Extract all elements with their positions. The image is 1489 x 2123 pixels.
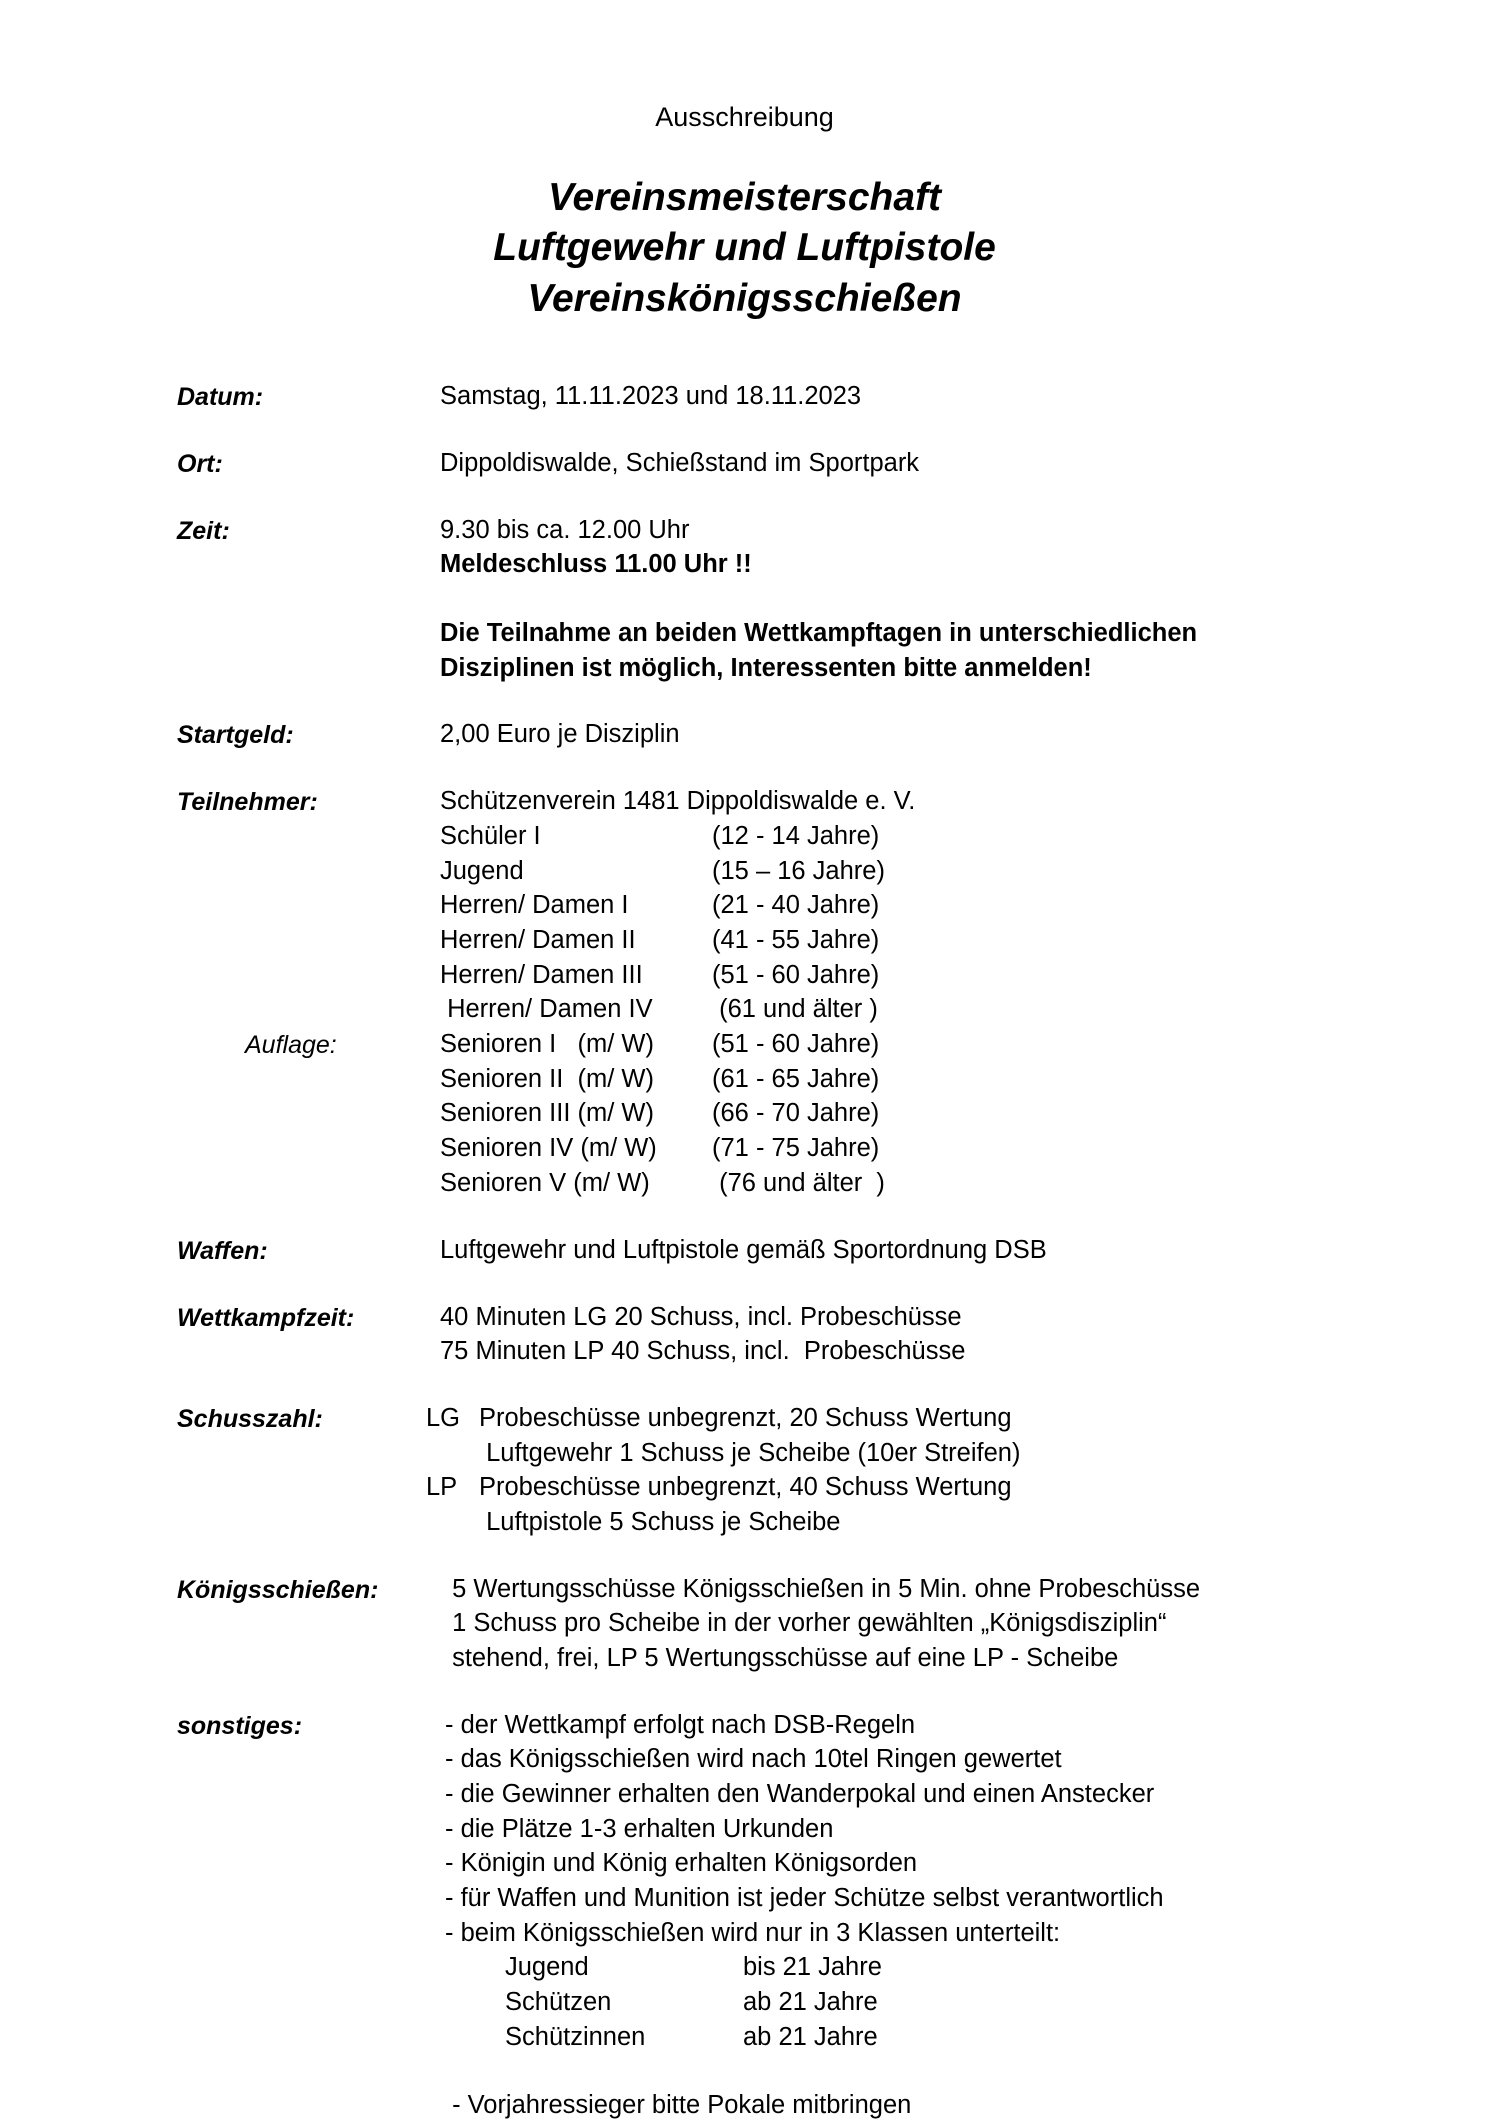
title-line-2: Luftgewehr und Luftpistole [493,226,996,270]
bullet-item: - die Plätze 1-3 erhalten Urkunden [445,1814,834,1843]
koenig-class-name: Jugend [505,1953,589,1982]
schusszahl-text: Probeschüsse unbegrenzt, 40 Schuss Wertung [479,1473,1012,1502]
class-name: Herren/ Damen I [440,891,629,920]
value-sonstiges [445,1708,1489,2123]
koenig-class-row [445,2020,1489,2055]
class-row [440,1166,1489,1201]
class-row [440,819,1489,854]
class-row [440,854,1489,889]
koenig-class-name: Schützen [505,1987,612,2016]
field-row-wettkampfzeit [177,1300,1489,1369]
field-row-datum [177,379,1489,414]
bullet-item: - das Königsschießen wird nach 10tel Ringen gewertet [445,1745,1062,1774]
datum-value: Samstag, 11.11.2023 und 18.11.2023 [440,381,862,410]
koenig-class-row [445,1985,1489,2020]
schusszahl-row [426,1436,1489,1471]
waffen-value: Luftgewehr und Luftpistole gemäß Sportordnung DSB [440,1235,1047,1264]
class-row [440,923,1489,958]
koenigsschiessen-line-2: 1 Schuss pro Scheibe in der vorher gewählten „Königsdisziplin“ [445,1609,1167,1638]
wettkampfzeit-line-1: 40 Minuten LG 20 Schuss, incl. Probeschüsse [440,1302,962,1331]
koenig-class-age: ab 21 Jahre [743,1987,878,2016]
title-line-1: Vereinsmeisterschaft [547,175,942,219]
field-row-startgeld [177,717,1489,752]
document-header [0,0,1489,325]
class-age: (61 - 65 Jahre) [712,1064,880,1093]
schusszahl-row [426,1401,1489,1436]
class-name: Herren/ Damen II [440,926,636,955]
koenigsschiessen-line-3: stehend, frei, LP 5 Wertungsschüsse auf eine LP - Scheibe [445,1643,1119,1672]
class-name: Senioren I (m/ W) [440,1030,654,1059]
teilnehmer-club: Schützenverein 1481 Dippoldiswalde e. V. [440,787,916,816]
class-age: (21 - 40 Jahre) [712,891,880,920]
koenig-class-row [445,1950,1489,1985]
label-ort: Ort: [177,449,223,478]
class-name: Senioren V (m/ W) [440,1168,650,1197]
schusszahl-tag: LP [426,1473,458,1502]
class-age: (15 – 16 Jahre) [712,856,885,885]
class-age: (66 - 70 Jahre) [712,1099,880,1128]
class-row [440,888,1489,923]
class-age: (12 - 14 Jahre) [712,822,880,851]
field-row-sonstiges [177,1708,1489,2123]
label-datum: Datum: [177,382,264,411]
bullet-item: - Königin und König erhalten Königsorden [445,1849,918,1878]
value-startgeld [440,717,1489,752]
class-age: (51 - 60 Jahre) [712,1030,880,1059]
koenig-class-age: ab 21 Jahre [743,2022,878,2051]
field-row-schusszahl [177,1401,1489,1540]
schusszahl-text: Luftgewehr 1 Schuss je Scheibe (10er Streifen) [479,1438,1021,1467]
class-name: Senioren III (m/ W) [440,1099,654,1128]
class-age: (61 und älter ) [712,995,878,1024]
class-name: Senioren IV (m/ W) [440,1134,657,1163]
koenig-class-age: bis 21 Jahre [743,1953,882,1982]
schusszahl-row [426,1470,1489,1505]
field-row-koenigsschiessen [177,1572,1489,1676]
field-row-teilnehmer [177,784,1489,1027]
title-line-3: Vereinskönigsschießen [527,277,962,321]
bullet-item: - der Wettkampf erfolgt nach DSB-Regeln [445,1710,916,1739]
document-kicker: Ausschreibung [655,102,834,132]
label-schusszahl: Schusszahl: [177,1404,323,1433]
class-row [440,992,1489,1027]
field-row-auflage [177,1027,1489,1200]
field-row-ort [177,446,1489,481]
value-schusszahl [426,1401,1489,1540]
label-wettkampfzeit: Wettkampfzeit: [177,1303,355,1332]
label-waffen: Waffen: [177,1236,268,1265]
schusszahl-tag [426,1505,479,1540]
class-row [440,1027,1489,1062]
ort-value: Dippoldiswalde, Schießstand im Sportpark [440,448,920,477]
class-age: (76 und älter ) [712,1168,885,1197]
koenig-class-name: Schützinnen [505,2022,646,2051]
class-row [440,1131,1489,1166]
class-name: Schüler I [440,822,541,851]
zeit-line-1: 9.30 bis ca. 12.00 Uhr [440,515,690,544]
koenigsschiessen-line-1: 5 Wertungsschüsse Königsschießen in 5 Min. ohne Probeschüsse [445,1574,1201,1603]
class-name: Senioren II (m/ W) [440,1064,654,1093]
field-row-zeit [177,513,1489,686]
class-age: (41 - 55 Jahre) [712,926,880,955]
class-row [440,958,1489,993]
class-name: Jugend [440,856,524,885]
document-title [0,173,1489,325]
value-zeit [440,513,1489,686]
class-age: (51 - 60 Jahre) [712,960,880,989]
startgeld-value: 2,00 Euro je Disziplin [440,720,680,749]
class-name: Herren/ Damen IV [440,995,653,1024]
value-waffen [440,1233,1489,1268]
class-age: (71 - 75 Jahre) [712,1134,880,1163]
label-koenigsschiessen: Königsschießen: [177,1575,379,1604]
zeit-meldeschluss: Meldeschluss 11.00 Uhr !! [440,550,752,579]
value-koenigsschiessen [445,1572,1489,1676]
class-row [440,1062,1489,1097]
notice-line-1: Die Teilnahme an beiden Wettkampftagen in unterschiedlichen [440,619,1198,648]
bullet-item: - beim Königsschießen wird nur in 3 Klassen unterteilt: [445,1918,1061,1947]
label-teilnehmer: Teilnehmer: [177,788,318,817]
value-auflage [440,1027,1489,1200]
zeit-spacer [440,582,1489,616]
value-teilnehmer [440,784,1489,1027]
schusszahl-tag [426,1436,479,1471]
schusszahl-row [426,1505,1489,1540]
sonstiges-spacer [445,2054,1489,2088]
value-wettkampfzeit [440,1300,1489,1369]
schusszahl-text: Luftpistole 5 Schuss je Scheibe [479,1507,841,1536]
footer-note: - Vorjahressieger bitte Pokale mitbringen [445,2091,912,2120]
wettkampfzeit-line-2: 75 Minuten LP 40 Schuss, incl. Probeschüsse [440,1337,966,1366]
document-body [0,379,1489,2123]
value-datum [440,379,1489,414]
class-name: Herren/ Damen III [440,960,643,989]
label-auflage: Auflage: [245,1031,337,1060]
label-sonstiges: sonstiges: [177,1711,303,1740]
value-ort [440,446,1489,481]
schusszahl-tag: LG [426,1403,461,1432]
schusszahl-text: Probeschüsse unbegrenzt, 20 Schuss Wertung [479,1403,1012,1432]
class-row [440,1096,1489,1131]
label-zeit: Zeit: [177,516,230,545]
label-startgeld: Startgeld: [177,721,294,750]
field-row-waffen [177,1233,1489,1268]
bullet-item: - die Gewinner erhalten den Wanderpokal und einen Anstecker [445,1779,1155,1808]
bullet-item: - für Waffen und Munition ist jeder Schütze selbst verantwortlich [445,1883,1164,1912]
notice-line-2: Disziplinen ist möglich, Interessenten bitte anmelden! [440,653,1092,682]
